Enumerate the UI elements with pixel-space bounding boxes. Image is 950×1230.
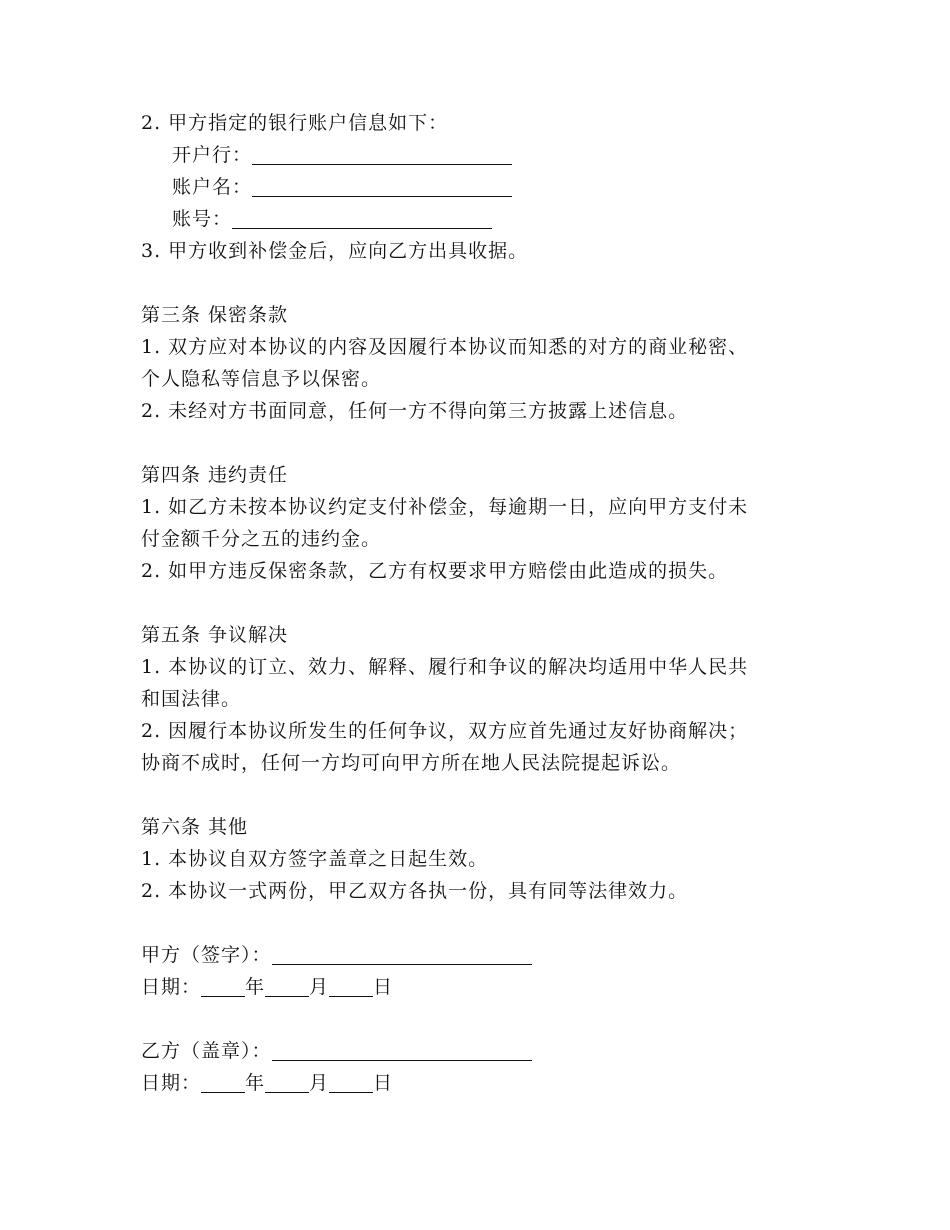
bank-label: 开户行：	[172, 144, 253, 166]
clause-2-3: 3. 甲方收到补偿金后，应向乙方出具收据。	[141, 240, 529, 262]
party-b-date-line	[141, 1067, 821, 1099]
year-blank	[201, 1072, 245, 1093]
clause-6-1: 1. 本协议自双方签字盖章之日起生效。	[141, 848, 489, 870]
account-no-line	[141, 203, 821, 235]
bank-blank	[252, 144, 512, 165]
month-label: 月	[309, 976, 330, 998]
clause-4-2: 2. 如甲方违反保密条款，乙方有权要求甲方赔偿由此造成的损失。	[141, 560, 729, 582]
party-a-signature-blank	[272, 944, 532, 965]
day-blank	[329, 1072, 373, 1093]
article-3-heading: 第三条 保密条款	[141, 304, 289, 326]
article-6-heading: 第六条 其他	[141, 816, 249, 838]
account-name-label: 账户名：	[172, 176, 253, 198]
party-b-signature-line	[141, 1035, 821, 1067]
clause-3-1-line1: 1. 双方应对本协议的内容及因履行本协议而知悉的对方的商业秘密、	[141, 336, 749, 358]
month-label: 月	[309, 1072, 330, 1094]
clause-5-1-line2: 和国法律。	[141, 688, 242, 710]
account-name-blank	[252, 176, 512, 197]
day-label: 日	[373, 976, 394, 998]
clause-5-2-line1: 2. 因履行本协议所发生的任何争议，双方应首先通过友好协商解决；	[141, 720, 749, 742]
clause-5-1-line1: 1. 本协议的订立、效力、解释、履行和争议的解决均适用中华人民共	[141, 656, 749, 678]
year-label: 年	[245, 976, 266, 998]
party-a-date-line	[141, 971, 821, 1003]
account-no-blank	[232, 208, 492, 229]
article-4-heading: 第四条 违约责任	[141, 464, 289, 486]
clause-3-2: 2. 未经对方书面同意，任何一方不得向第三方披露上述信息。	[141, 400, 689, 422]
date-label: 日期：	[141, 976, 202, 998]
bank-line	[141, 139, 821, 171]
clause-4-1-line1: 1. 如乙方未按本协议约定支付补偿金，每逾期一日，应向甲方支付未	[141, 496, 749, 518]
party-b-signature-blank	[272, 1040, 532, 1061]
day-blank	[329, 976, 373, 997]
document-page	[141, 107, 821, 1099]
date-label: 日期：	[141, 1072, 202, 1094]
clause-3-1-line2: 个人隐私等信息予以保密。	[141, 368, 382, 390]
party-b-label: 乙方（盖章）：	[141, 1040, 272, 1062]
clause-6-2: 2. 本协议一式两份，甲乙双方各执一份，具有同等法律效力。	[141, 880, 689, 902]
clause-4-1-line2: 付金额千分之五的违约金。	[141, 528, 382, 550]
month-blank	[265, 1072, 309, 1093]
account-no-label: 账号：	[172, 208, 233, 230]
year-label: 年	[245, 1072, 266, 1094]
party-a-label: 甲方（签字）：	[141, 944, 272, 966]
month-blank	[265, 976, 309, 997]
account-name-line	[141, 171, 821, 203]
day-label: 日	[373, 1072, 394, 1094]
year-blank	[201, 976, 245, 997]
party-a-signature-line	[141, 939, 821, 971]
article-5-heading: 第五条 争议解决	[141, 624, 289, 646]
clause-5-2-line2: 协商不成时，任何一方均可向甲方所在地人民法院提起诉讼。	[141, 752, 682, 774]
clause-2-2: 2. 甲方指定的银行账户信息如下：	[141, 112, 449, 134]
